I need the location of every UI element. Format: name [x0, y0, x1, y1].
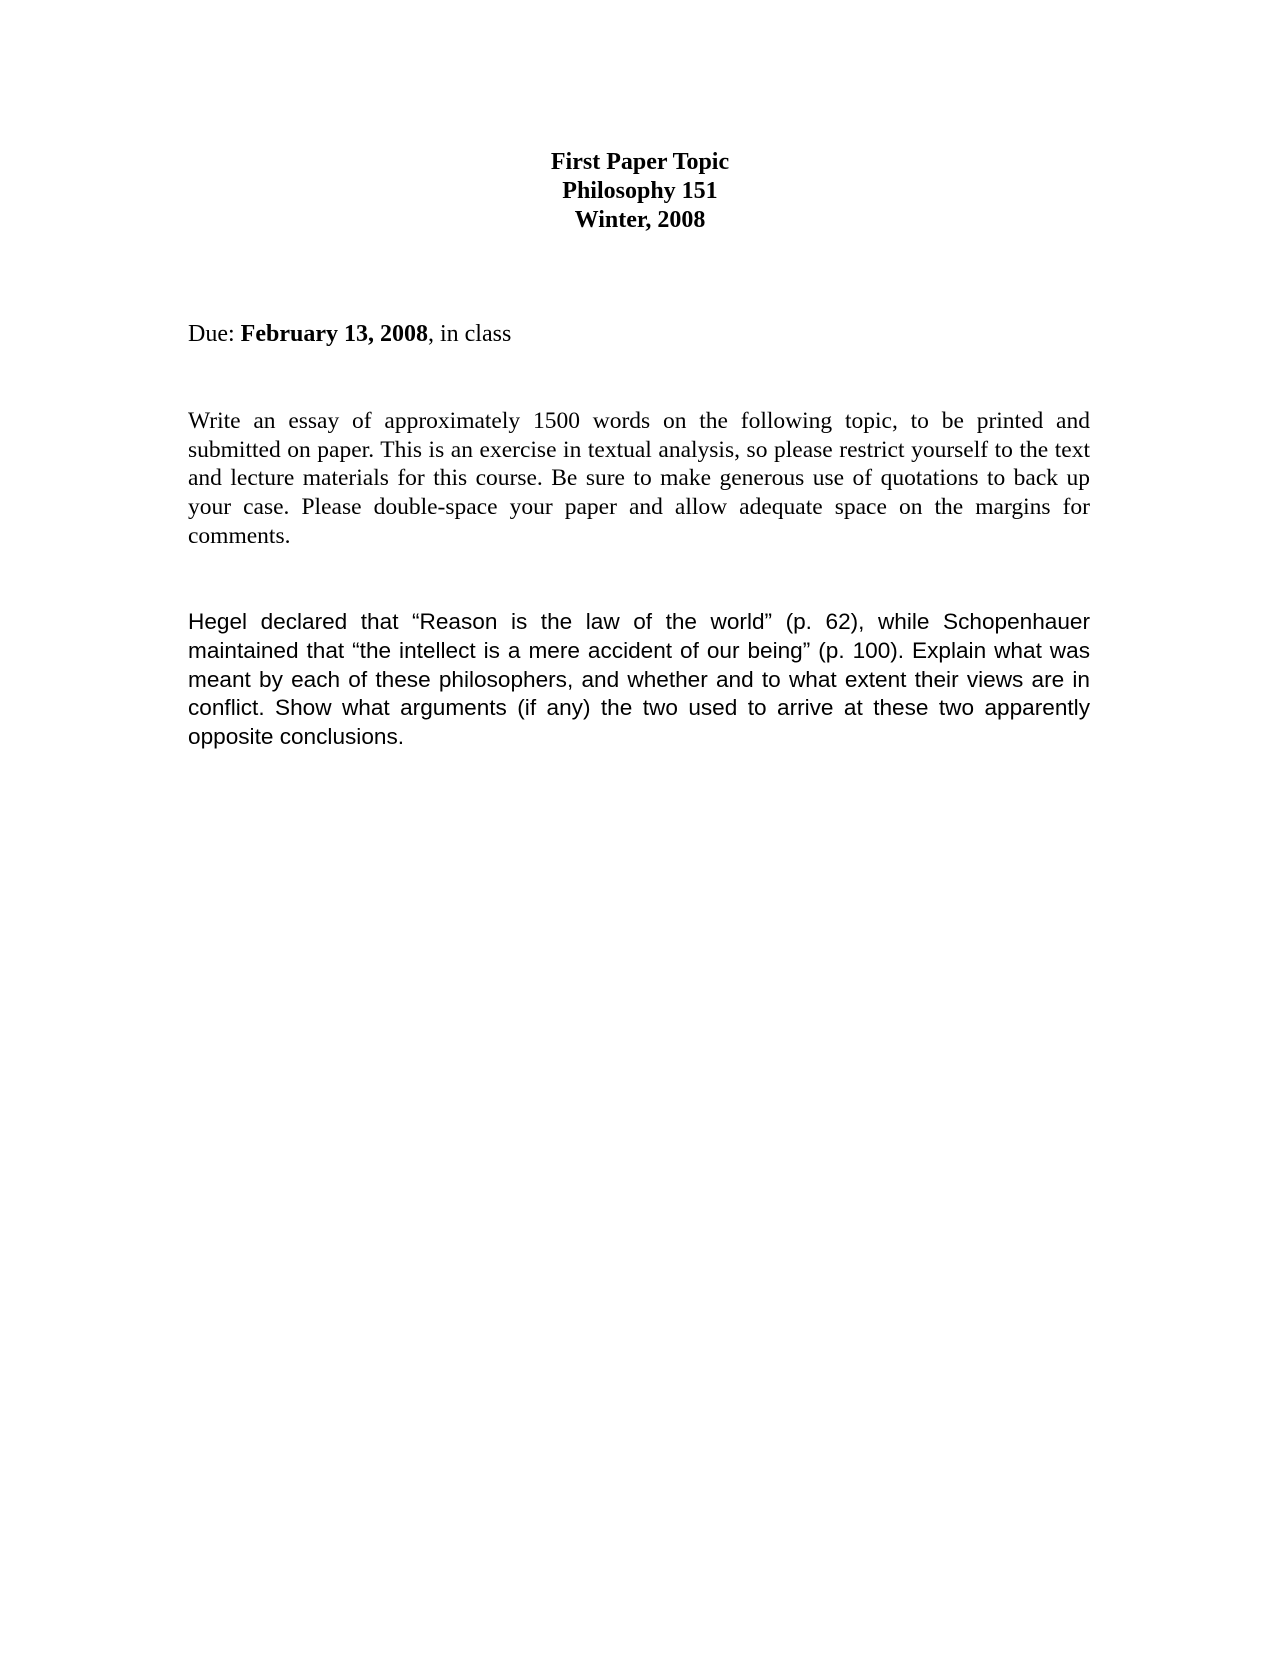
due-label: Due: — [188, 321, 241, 347]
document-header — [0, 148, 1280, 235]
term-label: Winter, 2008 — [574, 207, 706, 233]
due-line — [188, 320, 511, 349]
due-suffix: , in class — [427, 321, 512, 347]
document-title: First Paper Topic — [550, 149, 730, 175]
instructions-paragraph: Write an essay of approximately 1500 words on the following topic, to be printed and submitted on paper. This is an exercise in textual analysis, so please restrict yourself to the text and lecture materials for this course. Be sure to make generous use of quotations to back up your case. Please double-space your paper and allow adequate space on the margins for comments. — [188, 408, 1090, 549]
due-date: February 13, 2008 — [240, 321, 428, 347]
course-name: Philosophy 151 — [562, 178, 718, 204]
topic-paragraph: Hegel declared that “Reason is the law of the world” (p. 62), while Schopenhauer maintained that “the intellect is a mere accident of our being” (p. 100). Explain what was meant by each of these philosophers, and whether and to what extent their views are in conflict. Show what arguments (if any) the two used to arrive at these two apparently opposite conclusions. — [188, 609, 1090, 750]
